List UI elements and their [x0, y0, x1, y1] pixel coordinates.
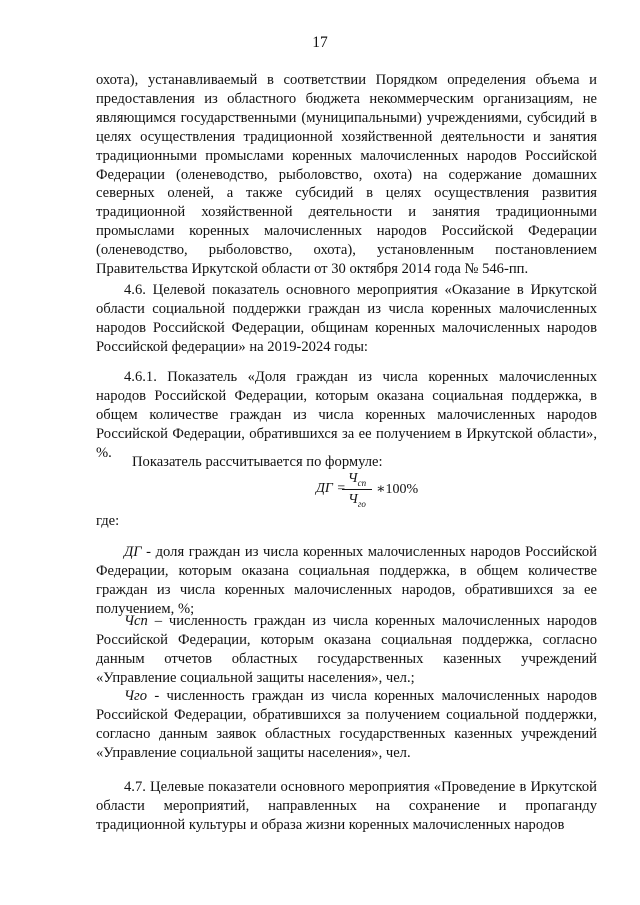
formula-denominator-sub: го — [357, 498, 366, 509]
formula-numerator-letter: Ч — [347, 471, 358, 486]
definition-chgo-term: Чго — [124, 688, 148, 704]
section-4-6-1-text: 4.6.1. Показатель «Доля граждан из числа коренных малочисленных народов Российской Федерации, которым оказана социальная поддержка, в общем количестве граждан из числа коренных малочисленных народов Российской Федерации, обратившихся за ее получением в Иркутской области», %. — [96, 369, 597, 461]
definition-chsp-body: – численность граждан из числа коренных малочисленных народов Российской Федерации, которым оказана социальная поддержка, согласно данным отчетов областных государственных казенных учреждений «Управление социальной защиты населения», чел.; — [96, 613, 597, 686]
formula-denominator-letter: Ч — [348, 492, 358, 507]
paragraph-intro-text: охота), устанавливаемый в соответствии Порядком определения объема и предоставления из областного бюджета некоммерческим организациям, не являющимся государственными (муниципальными) учреждениями, субсидий в целях осуществления традиционной хозяйственной деятельности и занятия традиционными промыслами коренных малочисленных народов Российской Федерации (оленеводство, рыболовство, охота) на содержание домашних северных оленей, а также субсидий в целях осуществления развития традиционной хозяйственной деятельности и занятия традиционными промыслами коренных малочисленных народов Российской Федерации (оленеводство, рыболовство, охота), установленным постановлением Правительства Иркутской области от 30 октября 2014 года № 546-пп. — [96, 72, 597, 278]
section-4-6-text: 4.6. Целевой показатель основного мероприятия «Оказание в Иркутской области социальной поддержки граждан из числа коренных малочисленных народов Российской Федерации, общинам коренных малочисленных народов Российской федерации» на 2019-2024 годы: — [96, 282, 597, 355]
definition-chgo — [96, 687, 597, 763]
formula-rhs: ∗100% — [376, 482, 419, 497]
definition-dg-text — [96, 543, 597, 619]
section-4-6-1 — [96, 368, 597, 463]
definition-chgo-text — [96, 687, 597, 763]
formula-fraction-bar — [342, 489, 372, 490]
definition-dg — [96, 543, 597, 619]
definition-chsp-term: Чсп — [124, 613, 148, 629]
definition-dg-term: ДГ — [124, 544, 142, 560]
formula-numerator — [342, 470, 372, 488]
definition-chsp-text — [96, 612, 597, 688]
where-label — [96, 512, 597, 531]
section-4-7-text: 4.7. Целевые показатели основного мероприятия «Проведение в Иркутской области мероприятий, направленных на сохранение и пропаганду традиционной культуры и образа жизни коренных малочисленных народов — [96, 779, 597, 833]
formula-fraction — [342, 470, 372, 509]
page-number: 17 — [312, 34, 328, 51]
definition-chsp — [96, 612, 597, 688]
paragraph-intro — [96, 71, 597, 279]
formula-numerator-sub: сп — [357, 477, 367, 488]
formula-denominator — [342, 491, 372, 509]
formula-intro-text: Показатель рассчитывается по формуле: — [132, 454, 383, 470]
definition-dg-body: - доля граждан из числа коренных малочисленных народов Российской Федерации, которым оказана социальная поддержка, в общем количестве граждан из числа коренных малочисленных народов, обратившихся за ее получением, %; — [96, 544, 597, 617]
section-4-7 — [96, 778, 597, 835]
where-label-text: где: — [96, 513, 120, 529]
section-4-6 — [96, 281, 597, 357]
definition-chgo-body: - численность граждан из числа коренных малочисленных народов Российской Федерации, обратившихся за получением социальной поддержки, согласно данным заявок областных государственных казенных учреждений «Управление социальной защиты населения», чел. — [96, 688, 597, 761]
formula-lhs: ДГ = — [316, 481, 346, 496]
